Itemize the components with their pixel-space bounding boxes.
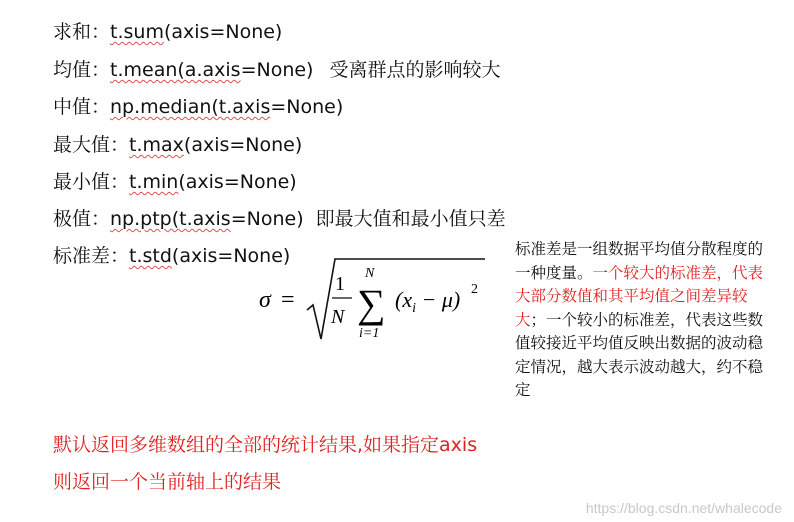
code-rest: =None) <box>240 59 314 81</box>
code: t.std <box>129 245 172 267</box>
std-formula <box>255 255 495 355</box>
formula-equals: = <box>281 287 295 313</box>
line-ptp <box>53 207 506 231</box>
formula-power: 2 <box>471 282 478 297</box>
sum-sign: ∑ <box>357 281 386 326</box>
code-rest: =None) <box>230 208 304 230</box>
label: 均值： <box>53 59 111 81</box>
summary-line-2: 则返回一个当前轴上的结果 <box>53 471 282 493</box>
line-max <box>53 133 302 157</box>
sum-top: N <box>365 266 375 281</box>
label: 最大值： <box>53 134 130 156</box>
label: 标准差： <box>53 245 130 267</box>
code-rest: (axis=None) <box>183 134 303 156</box>
code-rest: (axis=None) <box>163 21 283 43</box>
code-rest: (axis=None) <box>171 245 291 267</box>
note-part2: 一个较大的标准差，代表大部分数值和其平均值之间差异较大 <box>515 263 764 329</box>
note-part3: ；一个较小的标准差，代表这些数值较接近平均值反映出数据的波动稳定情况，越大表示波动越大，约不稳定 <box>515 310 764 399</box>
line-median <box>53 95 343 119</box>
label: 极值： <box>53 208 111 230</box>
formula-N: N <box>331 306 345 328</box>
line-sum <box>53 20 282 44</box>
std-explanation <box>515 238 765 403</box>
formula-term: $(x_i - \mu)$ <box>395 287 461 316</box>
code: np.median(t.axis <box>110 96 271 118</box>
formula-sigma: σ <box>259 287 271 313</box>
code: np.ptp(t.axis <box>110 208 231 230</box>
comment: 即最大值和最小值只差 <box>315 208 506 230</box>
code-rest: (axis=None) <box>178 171 297 193</box>
sum-bottom: i=1 <box>359 326 380 341</box>
code-rest: =None) <box>270 96 344 118</box>
code: t.sum <box>110 21 164 43</box>
watermark: https://blog.csdn.net/whalecode <box>585 500 782 516</box>
comment: 受离群点的影响较大 <box>329 59 501 81</box>
code: t.min <box>129 171 179 193</box>
label: 最小值： <box>53 171 130 193</box>
code: t.max <box>129 134 184 156</box>
summary-line-1: 默认返回多维数组的全部的统计结果,如果指定axis <box>53 434 478 456</box>
line-mean <box>53 58 501 82</box>
label: 中值： <box>53 96 111 118</box>
label: 求和： <box>53 21 111 43</box>
formula-one: 1 <box>335 273 345 295</box>
code: t.mean(a.axis <box>110 59 241 81</box>
line-min <box>53 170 297 194</box>
note-part1: 标准差是一组数据平均值分散程度的一种度量。 <box>515 240 764 282</box>
